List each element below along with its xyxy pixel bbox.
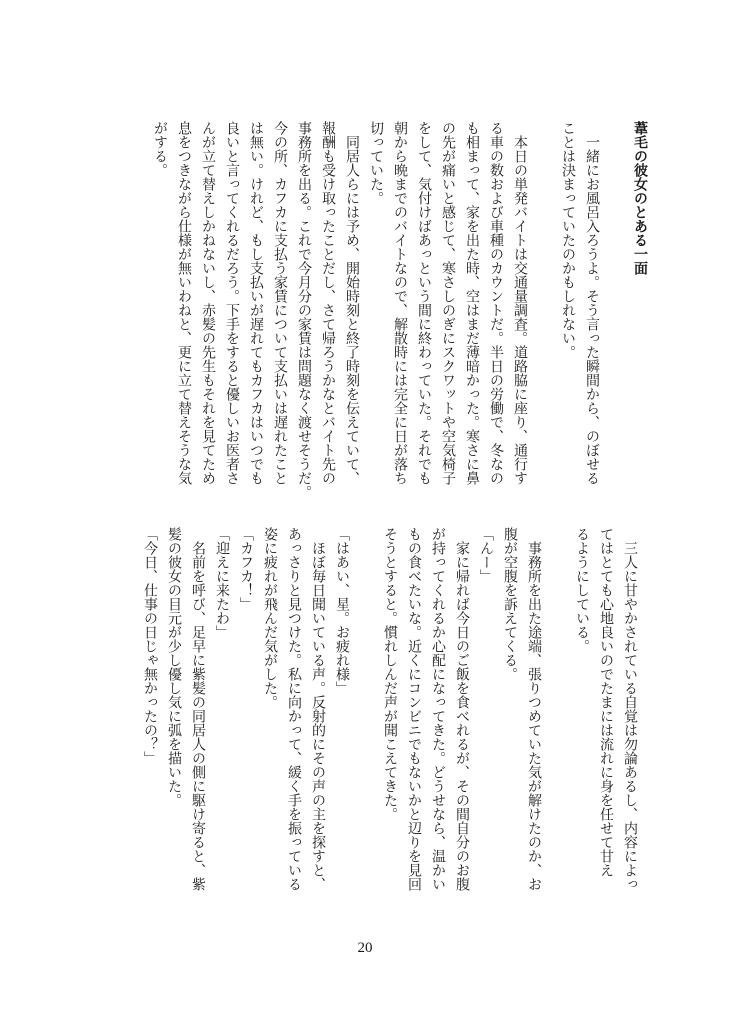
text-column: [532, 121, 556, 501]
text-column: そうとすると。慣れしんだ声が聞こえてきた。: [382, 527, 398, 821]
bottom-text-block: [138, 527, 642, 907]
text-column: 同居人らには予め、開始時刻と終了時刻を伝えていて、: [344, 121, 360, 485]
text-column: 「今日、仕事の日じゃ無かったの？」: [142, 527, 158, 765]
text-column: 姿に疲れが飛んだ気がした。: [262, 527, 278, 709]
text-column: 髪の彼女の目元が少し優し気に弧を描いた。: [166, 527, 182, 807]
text-column: 事務所を出た途端、張りつめていた気が解けたのか、お: [526, 527, 542, 891]
text-column: 報酬も受け取ったことだし、さて帰ろうかなとバイト先の: [320, 121, 336, 485]
text-column: 本日の単発バイトは交通量調査。道路脇に座り、通行す: [512, 121, 528, 485]
text-column: [546, 527, 570, 907]
text-column: の先が痛いと感じて、寒さしのぎにスクワットや空気椅子: [440, 121, 456, 485]
text-column: てはとても心地良いのでたまには流れに身を任せて甘え: [598, 527, 614, 877]
text-column: 今の所、カフカに支払う家賃について支払いは遅れたこと: [272, 121, 288, 485]
text-column: 三人に甘やかされている自覚は勿論あるし、内容によっ: [622, 527, 638, 891]
text-column: 「カフカ！」: [238, 527, 254, 611]
text-column: るようにしている。: [574, 527, 590, 653]
top-text-block: [148, 121, 652, 501]
text-column: 息をつきながら仕様が無いわねと、更に立て替えそうな気: [176, 121, 192, 485]
text-column: 名前を呼び、足早に紫髪の同居人の側に駆け寄ると、紫: [190, 527, 206, 891]
text-column: 事務所を出る。これで今月分の家賃は問題なく渡せそうだ。: [296, 121, 312, 499]
text-column: 「んー」: [478, 527, 494, 583]
story-title: 葦毛の彼女のとある一面: [632, 121, 648, 275]
text-column: 腹が空腹を訴えてくる。: [502, 527, 518, 681]
page-number: 20: [357, 940, 373, 956]
text-column: [354, 527, 378, 907]
text-column: は無い。けれど、もし支払いが遅れてもカフカはいつでも: [248, 121, 264, 485]
text-column: 一緒にお風呂入ろうよ。そう言った瞬間から、のぼせる: [584, 121, 600, 485]
text-column: がする。: [152, 121, 168, 177]
text-column: 朝から晩までのバイトなので、解散時には完全に日が落ち: [392, 121, 408, 485]
text-column: [604, 121, 628, 501]
text-column: る車の数および車種のカウントだ。半日の労働で、冬なの: [488, 121, 504, 485]
text-column: あっさりと見つけた。私に向かって、緩く手を振っている: [286, 527, 302, 891]
text-column: ほぼ毎日聞いている声。反射的にその声の主を探すと、: [310, 527, 326, 891]
text-column: ことは決まっていたのかもしれない。: [560, 121, 576, 359]
text-column: もの食べたいな。近くにコンビニでもないかと辺りを見回: [406, 527, 422, 891]
text-column: 切っていた。: [368, 121, 384, 205]
text-column: 良いと言ってくれるだろう。下手をすると優しいお医者さ: [224, 121, 240, 485]
text-column: 家に帰れば今日のご飯を食べれるが、その間自分のお腹: [454, 527, 470, 891]
text-column: 「迎えに来たわ」: [214, 527, 230, 639]
text-column: も相まって、家を出た時、空はまだ薄暗かった。寒さに鼻: [464, 121, 480, 485]
text-column: んが立て替えしかねないし、赤髪の先生もそれを見てため: [200, 121, 216, 485]
text-column: をして、気付けばあっという間に終わっていた。それでも: [416, 121, 432, 485]
text-column: が持ってくれるか心配になってきた。どうせなら、温かい: [430, 527, 446, 891]
text-column: 「はあい、星。お疲れ様」: [334, 527, 350, 695]
